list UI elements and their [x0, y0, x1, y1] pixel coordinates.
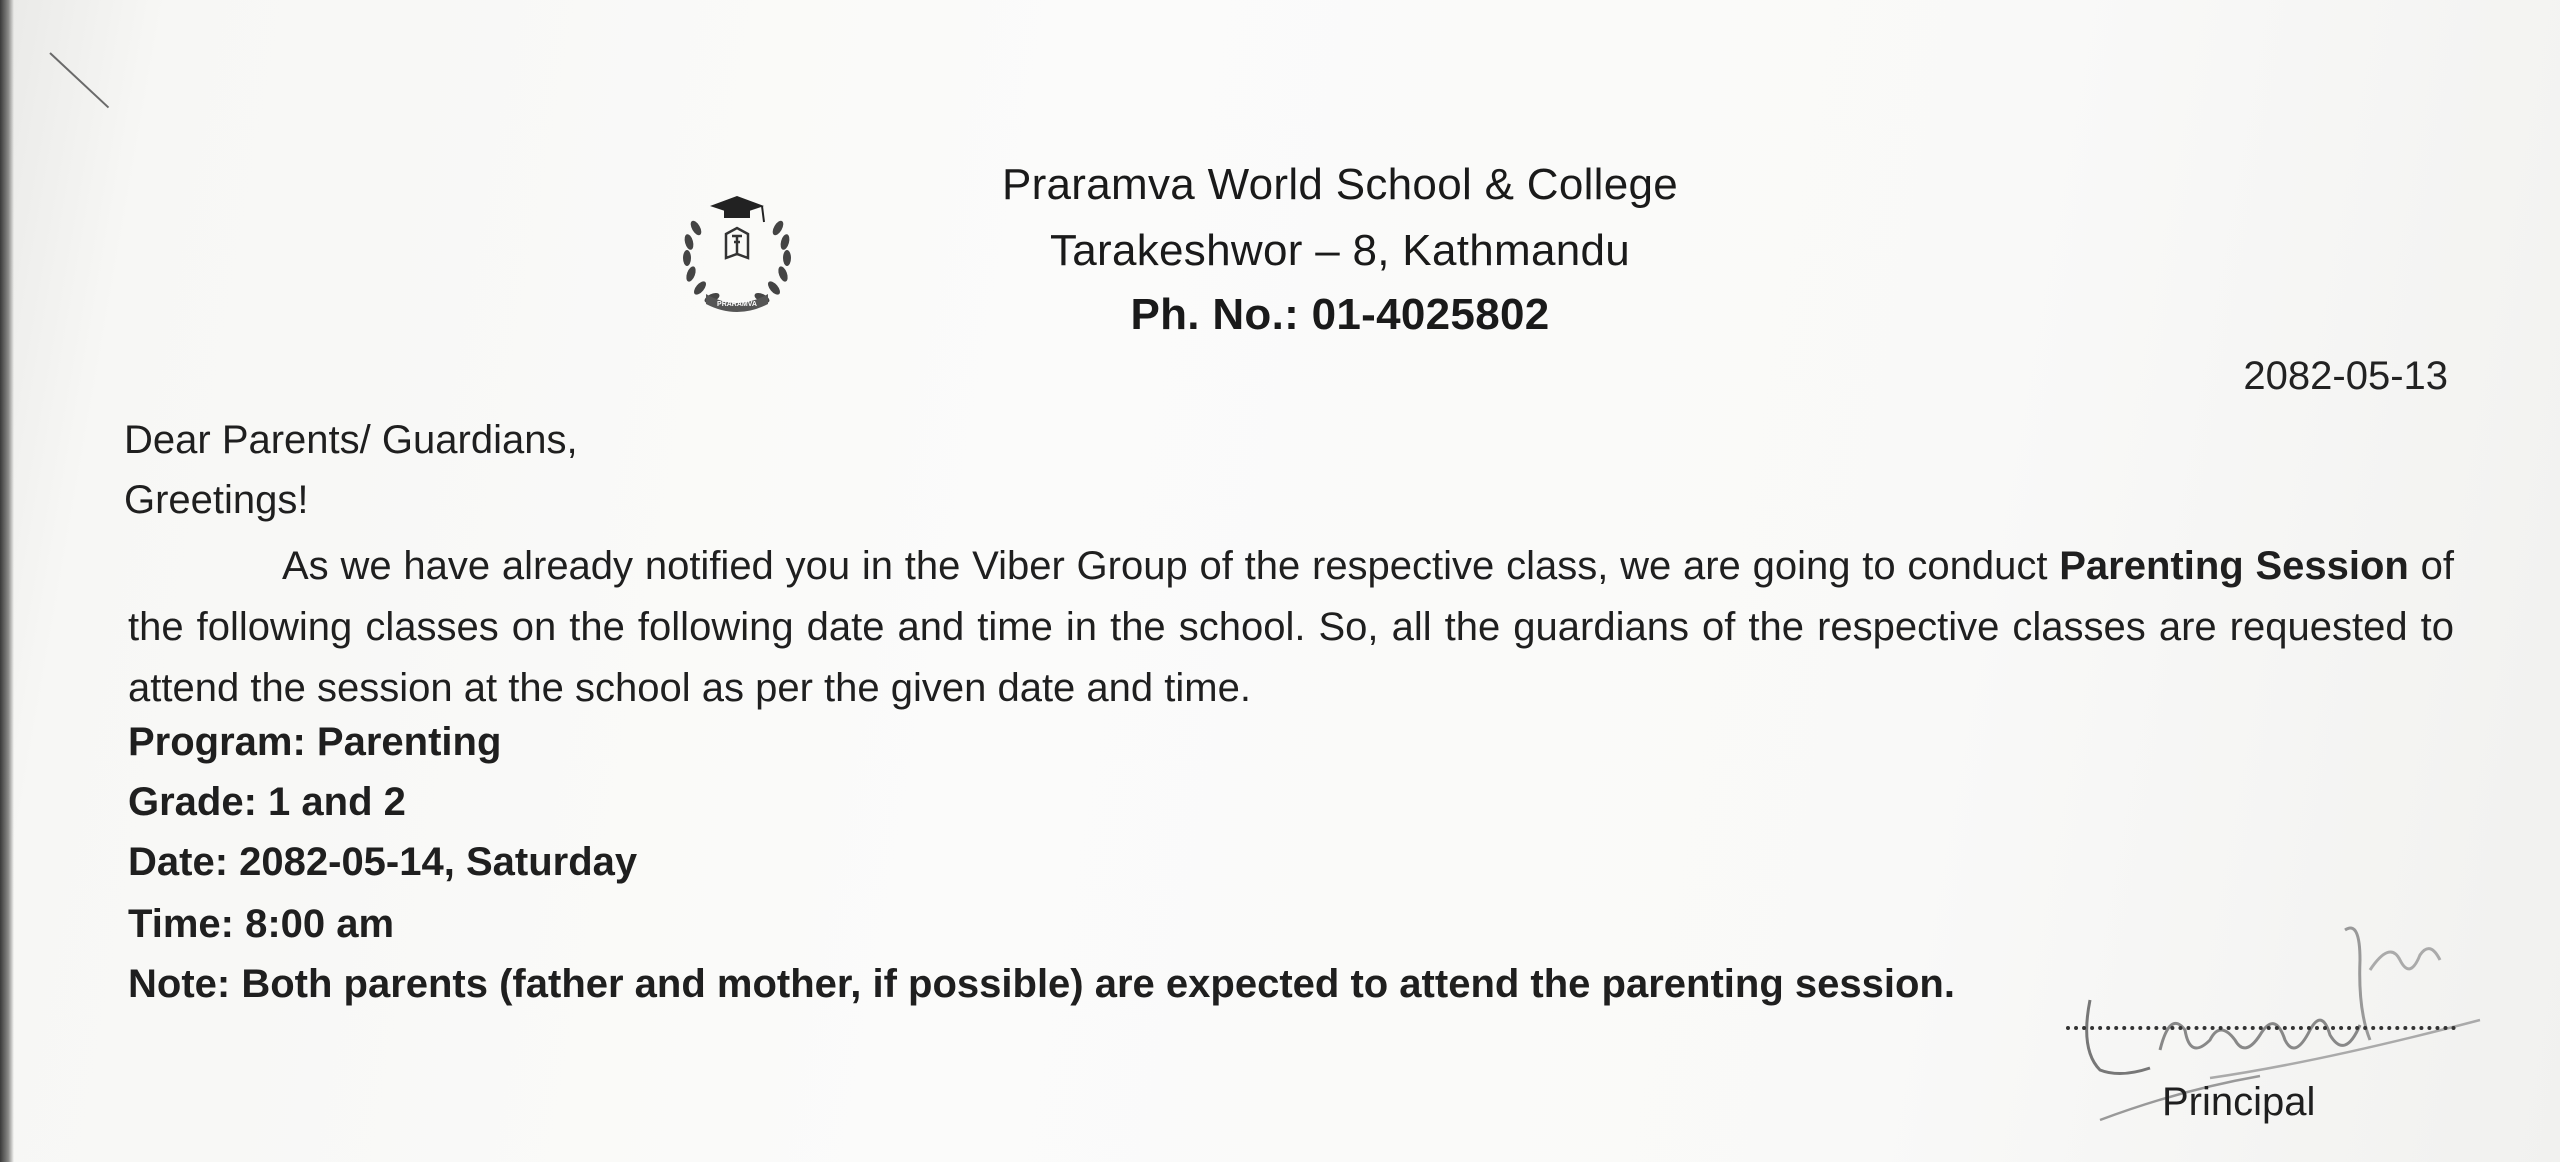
- date-line: Date: 2082-05-14, Saturday: [128, 840, 638, 884]
- principal-title: Principal: [2162, 1080, 2316, 1124]
- pen-mark: [49, 52, 109, 108]
- body-text-part1: As we have already notified you in the Viber Group of the respective class, we are going to conduct: [282, 544, 2060, 588]
- school-address: Tarakeshwor – 8, Kathmandu: [1049, 226, 1631, 275]
- body-text-part2: of the following classes on the following date and time in the school. So, all the guardians of the respective classes are requested to attend the session at the school as per the given date and time.: [128, 544, 2455, 710]
- grade-line: Grade: 1 and 2: [128, 780, 406, 824]
- body-highlight: Parenting Session: [2059, 544, 2409, 588]
- school-name: Praramva World School & College: [1001, 160, 1679, 209]
- paper-shadow-edge: [0, 0, 14, 1162]
- greeting: Greetings!: [124, 478, 309, 522]
- signature-line: [2066, 1026, 2456, 1030]
- salutation: Dear Parents/ Guardians,: [124, 418, 578, 462]
- school-phone: Ph. No.: 01-4025802: [1130, 290, 1550, 339]
- logo-banner-text: PRARAMVA: [717, 301, 757, 308]
- time-line: Time: 8:00 am: [128, 902, 395, 946]
- body-paragraph: [128, 536, 2454, 719]
- note-line: Note: Both parents (father and mother, if possible) are expected to attend the parenting session.: [128, 962, 1955, 1006]
- program-line: Program: Parenting: [128, 720, 502, 764]
- notice-date: 2082-05-13: [2243, 354, 2448, 398]
